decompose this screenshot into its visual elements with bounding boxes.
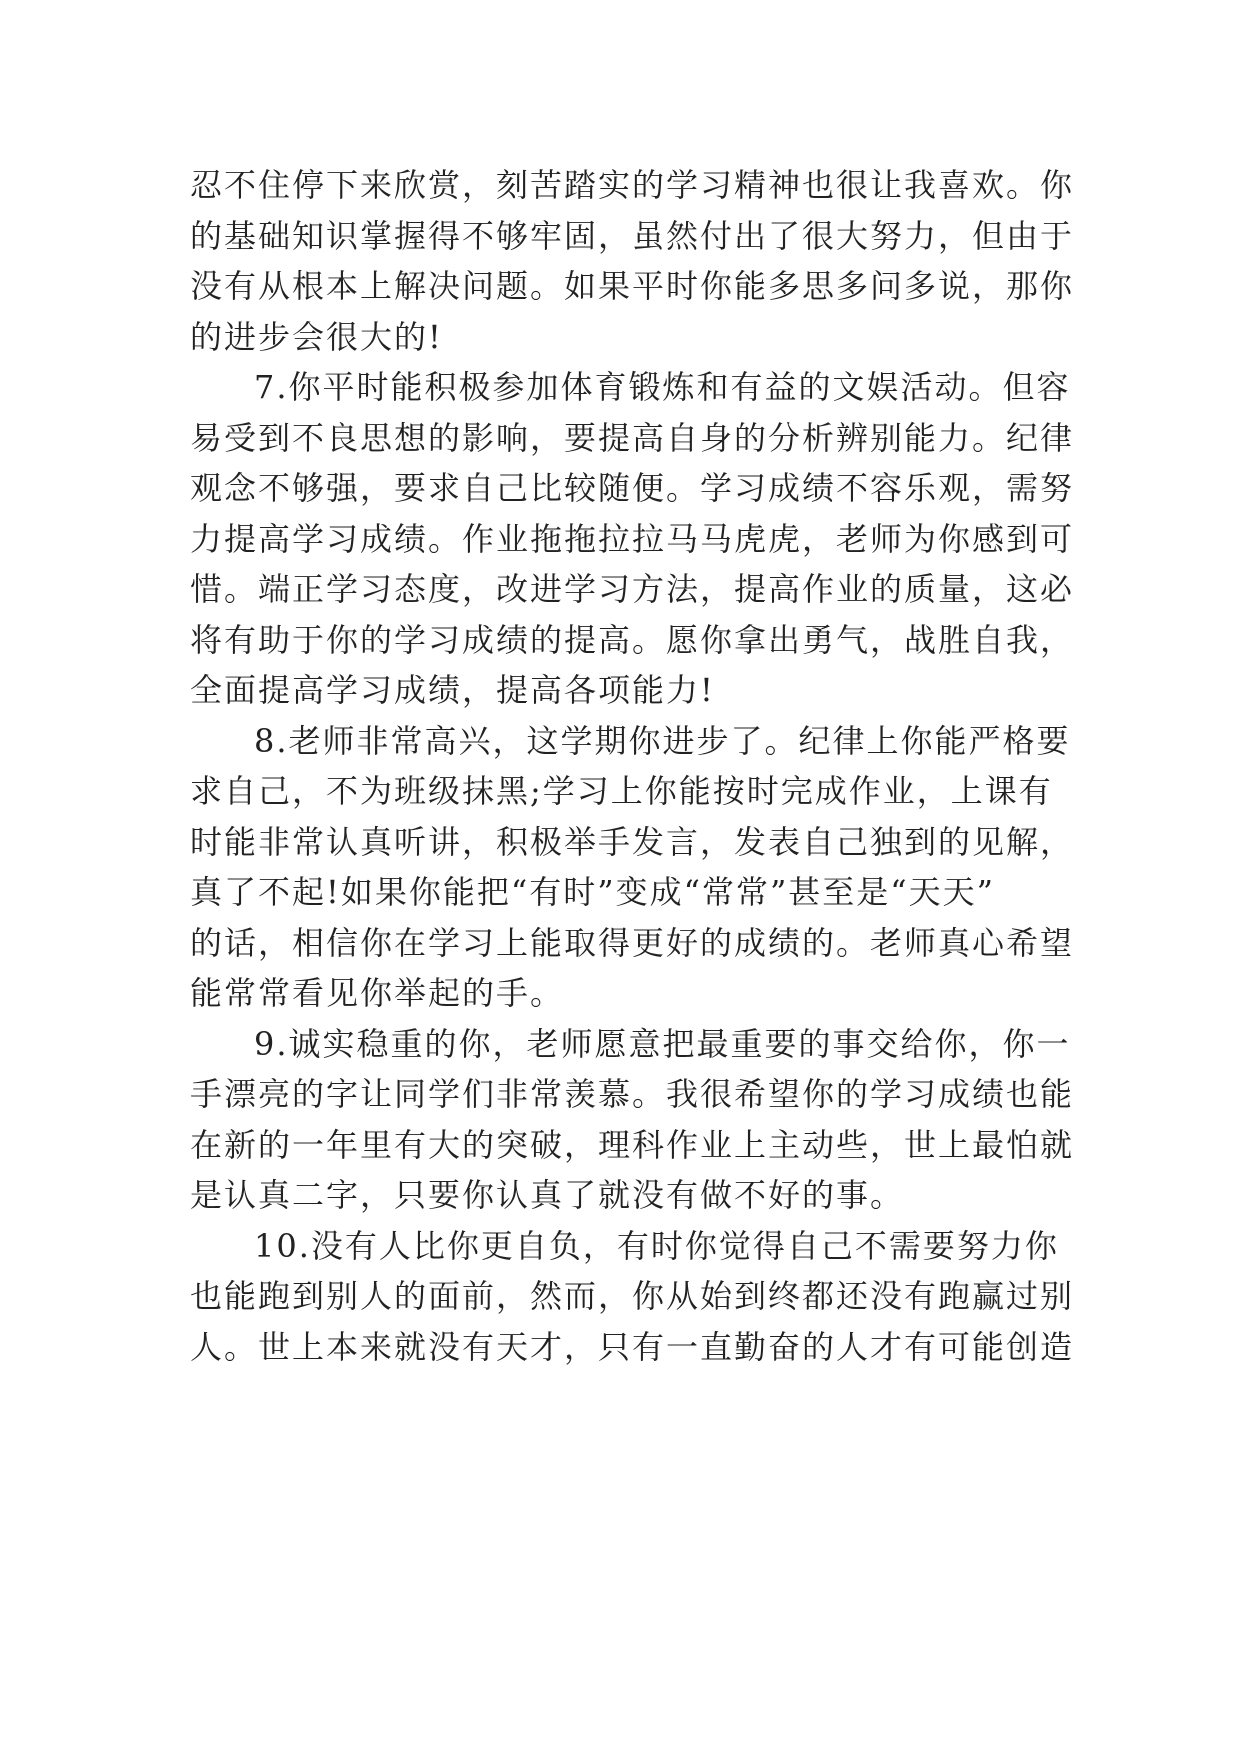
text-line: 求自己，不为班级抹黑;学习上你能按时完成作业，上课有 [190,772,1053,810]
text-line: 是认真二字，只要你认真了就没有做不好的事。 [190,1176,905,1214]
paragraph-7-first-line: 7.你平时能积极参加体育锻炼和有益的文娱活动。但容 [254,368,1071,406]
text-line: 在新的一年里有大的突破，理科作业上主动些，世上最怕就 [190,1125,1075,1164]
text-line: 的话，相信你在学习上能取得更好的成绩的。老师真心希望 [190,923,1075,962]
text-line: 手漂亮的字让同学们非常羡慕。我很希望你的学习成绩也能 [190,1075,1075,1113]
text-line: 没有从根本上解决问题。如果平时你能多思多问多说，那你 [190,267,1075,305]
text-line: 全面提高学习成绩，提高各项能力! [190,671,715,709]
text-line: 将有助于你的学习成绩的提高。愿你拿出勇气，战胜自我， [190,620,1075,659]
paragraph-8-first-line: 8.老师非常高兴，这学期你进步了。纪律上你能严格要 [254,721,1071,760]
text-line: 惜。端正学习态度，改进学习方法，提高作业的质量，这必 [190,570,1075,608]
text-line: 力提高学习成绩。作业拖拖拉拉马马虎虎，老师为你感到可 [190,519,1075,558]
text-line: 也能跑到别人的面前，然而，你从始到终都还没有跑赢过别 [190,1277,1075,1315]
text-line: 易受到不良思想的影响，要提高自身的分析辨别能力。纪律 [190,418,1075,457]
text-line: 忍不住停下来欣赏，刻苦踏实的学习精神也很让我喜欢。你 [190,166,1075,204]
paragraph-10-first-line: 10.没有人比你更自负，有时你觉得自己不需要努力你 [254,1226,1059,1265]
text-line: 的基础知识掌握得不够牢固，虽然付出了很大努力，但由于 [190,216,1075,255]
text-line: 时能非常认真听讲，积极举手发言，发表自己独到的见解， [190,822,1075,861]
text-line: 真了不起!如果你能把“有时”变成“常常”甚至是“天天” [190,873,996,911]
text-line: 人。世上本来就没有天才，只有一直勤奋的人才有可能创造 [190,1327,1075,1366]
text-line: 观念不够强，要求自己比较随便。学习成绩不容乐观，需努 [190,469,1075,507]
paragraph-9-first-line: 9.诚实稳重的你，老师愿意把最重要的事交给你，你一 [254,1024,1071,1063]
text-line: 能常常看见你举起的手。 [190,974,565,1012]
document-body [190,160,1075,1372]
text-line: 的进步会很大的! [190,317,443,356]
